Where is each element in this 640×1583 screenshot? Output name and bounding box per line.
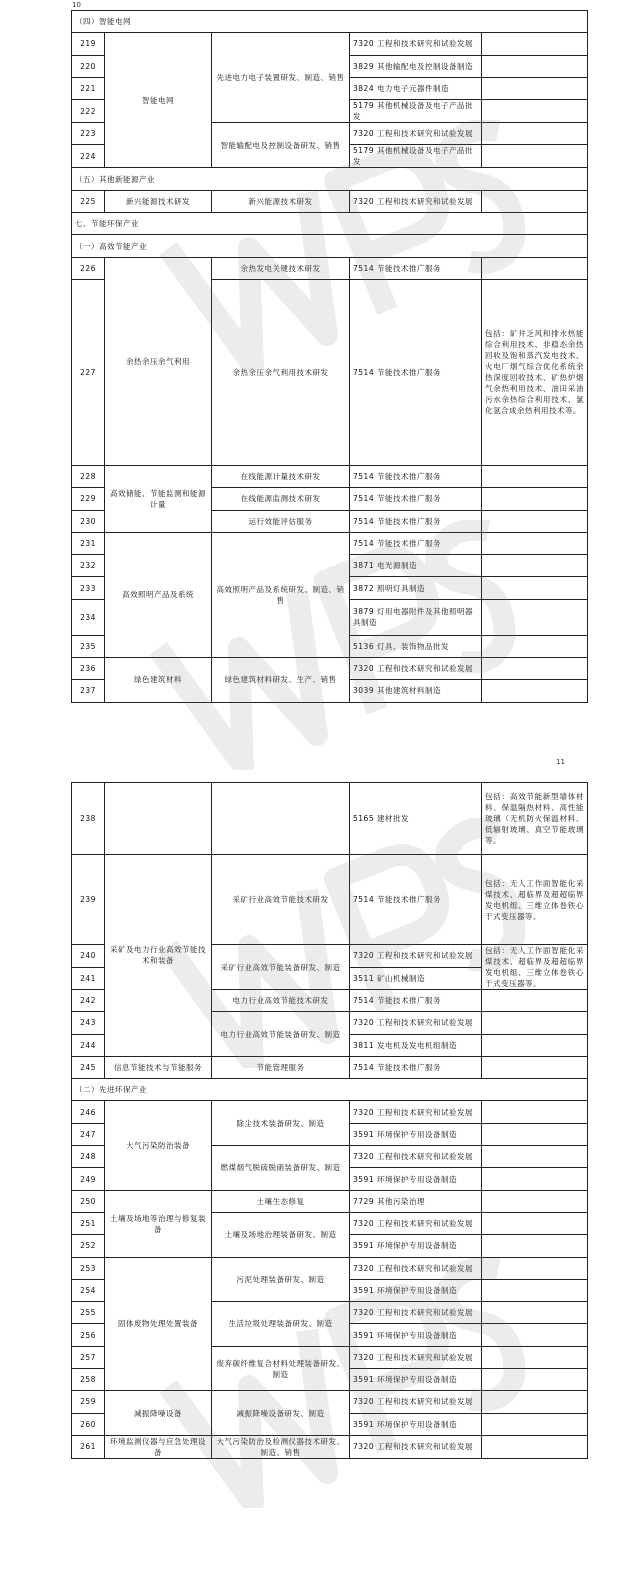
- industry-code-cell: 7320 工程和技术研究和试验发展: [350, 1012, 482, 1034]
- industry-code-cell: 7514 节能技术推广服务: [350, 465, 482, 487]
- product-cell: 燃煤烟气脱硫脱硝装备研发、制造: [212, 1146, 350, 1191]
- row-number: 257: [72, 1346, 105, 1368]
- row-number: 251: [72, 1212, 105, 1234]
- industry-code-cell: 7320 工程和技术研究和试验发展: [350, 1391, 482, 1413]
- industry-code-cell: 3039 其他建筑材料制造: [350, 680, 482, 702]
- product-cell: 绿色建筑材料研发、生产、销售: [212, 658, 350, 703]
- category-cell: [105, 783, 212, 855]
- note-cell: [482, 488, 588, 510]
- note-cell: [482, 990, 588, 1012]
- table-row: [72, 855, 588, 945]
- row-number: 231: [72, 532, 105, 554]
- row-number: 225: [72, 190, 105, 212]
- category-cell: 高效储能、节能监测和能源计量: [105, 465, 212, 532]
- row-number: 256: [72, 1324, 105, 1346]
- note-cell: [482, 123, 588, 145]
- note-cell: [482, 532, 588, 554]
- note-cell: [482, 1056, 588, 1078]
- industry-code-cell: 3824 电力电子元器件制造: [350, 77, 482, 99]
- product-cell: 电力行业高效节能装备研发、制造: [212, 1012, 350, 1057]
- row-number: 229: [72, 488, 105, 510]
- page-number: 10: [72, 1, 81, 9]
- row-number: 236: [72, 658, 105, 680]
- product-cell: 污泥处理装备研发、制造: [212, 1257, 350, 1302]
- product-cell: 在线能源监测技术研发: [212, 488, 350, 510]
- industry-code-cell: 7514 节能技术推广服务: [350, 510, 482, 532]
- section-heading: （一）高效节能产业: [72, 235, 588, 257]
- note-cell: [482, 1012, 588, 1034]
- note-cell: [482, 465, 588, 487]
- industry-code-cell: 7514 节能技术推广服务: [350, 279, 482, 465]
- industry-code-cell: 3872 照明灯具制造: [350, 577, 482, 599]
- row-number: 243: [72, 1012, 105, 1034]
- product-cell: 运行效能评估服务: [212, 510, 350, 532]
- note-cell: [482, 190, 588, 212]
- table-row: [72, 532, 588, 554]
- row-number: 259: [72, 1391, 105, 1413]
- note-cell: [482, 577, 588, 599]
- section-heading: （二）先进环保产业: [72, 1079, 588, 1101]
- industry-code-cell: 5179 其他机械设备及电子产品批发: [350, 145, 482, 168]
- note-cell: [482, 1413, 588, 1435]
- row-number: 233: [72, 577, 105, 599]
- table-row: [72, 1056, 588, 1078]
- industry-code-cell: 5165 建材批发: [350, 783, 482, 855]
- row-number: 241: [72, 967, 105, 990]
- product-cell: 废弃碳纤维复合材料处理装备研发、制造: [212, 1346, 350, 1391]
- note-cell: [482, 1324, 588, 1346]
- row-number: 252: [72, 1235, 105, 1257]
- industry-code-cell: 3591 环境保护专用设备制造: [350, 1123, 482, 1145]
- industry-code-cell: 3879 灯用电器附件及其他照明器具制造: [350, 599, 482, 635]
- category-cell: 智能电网: [105, 33, 212, 168]
- product-cell: 大气污染防治及检测仪器技术研发、制造、销售: [212, 1435, 350, 1458]
- industry-code-cell: 7514 节能技术推广服务: [350, 257, 482, 279]
- industry-code-cell: 5136 灯具、装饰物品批发: [350, 635, 482, 657]
- industry-code-cell: 7514 节能技术推广服务: [350, 990, 482, 1012]
- category-cell: 减振降噪设备: [105, 1391, 212, 1436]
- row-number: 255: [72, 1302, 105, 1324]
- industry-code-cell: 3829 其他输配电及控制设备制造: [350, 55, 482, 77]
- row-number: 246: [72, 1101, 105, 1123]
- page-11: [0, 758, 640, 1583]
- product-cell: 余热发电关键技术研发: [212, 257, 350, 279]
- note-cell: [482, 77, 588, 99]
- industry-catalog-table-page-11: [71, 782, 588, 1459]
- category-cell: 信息节能技术与节能服务: [105, 1056, 212, 1078]
- note-cell: [482, 100, 588, 123]
- product-cell: 采矿行业高效节能装备研发、制造: [212, 945, 350, 990]
- industry-code-cell: 3811 发电机及发电机组制造: [350, 1034, 482, 1056]
- industry-code-cell: 3591 环境保护专用设备制造: [350, 1324, 482, 1346]
- note-cell: 包括：矿井乏风和排水热能综合利用技术、非稳态余热回收及饱和蒸汽发电技术、火电厂烟气综合优化系统余热深度回收技术、矿热炉烟气余热利用技术、油田采油污水余热综合利用技术、氯化氢合成余热利用技术等。: [482, 279, 588, 465]
- section-row: [72, 168, 588, 190]
- product-cell: 先进电力电子装置研发、制造、销售: [212, 33, 350, 123]
- product-cell: 智能输配电及控制设备研发、销售: [212, 123, 350, 168]
- industry-code-cell: 7320 工程和技术研究和试验发展: [350, 1146, 482, 1168]
- industry-code-cell: 7320 工程和技术研究和试验发展: [350, 1346, 482, 1368]
- industry-code-cell: 7514 节能技术推广服务: [350, 532, 482, 554]
- industry-code-cell: 7320 工程和技术研究和试验发展: [350, 1435, 482, 1458]
- product-cell: 新兴能源技术研发: [212, 190, 350, 212]
- note-cell: [482, 257, 588, 279]
- note-cell: [482, 1101, 588, 1123]
- note-cell: [482, 555, 588, 577]
- note-cell: 包括：高效节能新型墙体材料、保温隔热材料、高性能玻璃（无机防火保温材料、低辐射玻璃、真空节能玻璃等。: [482, 783, 588, 855]
- page-10: [0, 0, 640, 760]
- industry-code-cell: 7320 工程和技术研究和试验发展: [350, 1101, 482, 1123]
- row-number: 249: [72, 1168, 105, 1190]
- table-row: [72, 783, 588, 855]
- industry-code-cell: 7514 节能技术推广服务: [350, 855, 482, 945]
- table-row: [72, 190, 588, 212]
- industry-code-cell: 7514 节能技术推广服务: [350, 488, 482, 510]
- row-number: 220: [72, 55, 105, 77]
- industry-catalog-table-page-10: [71, 10, 588, 703]
- industry-code-cell: 3871 电光源制造: [350, 555, 482, 577]
- section-heading: （四）智能电网: [72, 11, 588, 33]
- industry-code-cell: 3511 矿山机械制造: [350, 967, 482, 990]
- row-number: 232: [72, 555, 105, 577]
- row-number: 239: [72, 855, 105, 945]
- industry-code-cell: 3591 环境保护专用设备制造: [350, 1413, 482, 1435]
- industry-code-cell: 7320 工程和技术研究和试验发展: [350, 1212, 482, 1234]
- note-cell: [482, 1435, 588, 1458]
- note-cell: [482, 1279, 588, 1301]
- row-number: 254: [72, 1279, 105, 1301]
- row-number: 248: [72, 1146, 105, 1168]
- industry-code-cell: 7320 工程和技术研究和试验发展: [350, 190, 482, 212]
- industry-code-cell: 7320 工程和技术研究和试验发展: [350, 945, 482, 968]
- row-number: 222: [72, 100, 105, 123]
- row-number: 253: [72, 1257, 105, 1279]
- row-number: 242: [72, 990, 105, 1012]
- table-row: [72, 33, 588, 55]
- industry-code-cell: 7514 节能技术推广服务: [350, 1056, 482, 1078]
- table-body: [72, 783, 588, 1459]
- note-cell: [482, 1302, 588, 1324]
- table-row: [72, 1257, 588, 1279]
- table-row: [72, 257, 588, 279]
- industry-code-cell: 3591 环境保护专用设备制造: [350, 1168, 482, 1190]
- note-cell: [482, 1212, 588, 1234]
- row-number: 235: [72, 635, 105, 657]
- industry-code-cell: 7320 工程和技术研究和试验发展: [350, 123, 482, 145]
- note-cell: [482, 1391, 588, 1413]
- product-cell: 节能管理服务: [212, 1056, 350, 1078]
- industry-code-cell: 3591 环境保护专用设备制造: [350, 1279, 482, 1301]
- industry-code-cell: 7320 工程和技术研究和试验发展: [350, 1257, 482, 1279]
- industry-code-cell: 3591 环境保护专用设备制造: [350, 1235, 482, 1257]
- note-cell: [482, 1369, 588, 1391]
- product-cell: 在线能源计量技术研发: [212, 465, 350, 487]
- note-cell: [482, 658, 588, 680]
- category-cell: 新兴能源技术研发: [105, 190, 212, 212]
- note-cell: [482, 1190, 588, 1212]
- product-cell: 余热余压余气利用技术研发: [212, 279, 350, 465]
- section-heading: 七、节能环保产业: [72, 213, 588, 235]
- note-cell: [482, 145, 588, 168]
- industry-code-cell: 3591 环境保护专用设备制造: [350, 1369, 482, 1391]
- product-cell: 生活垃圾处理装备研发、制造: [212, 1302, 350, 1347]
- section-row: [72, 213, 588, 235]
- table-row: [72, 658, 588, 680]
- row-number: 250: [72, 1190, 105, 1212]
- section-heading: （五）其他新能源产业: [72, 168, 588, 190]
- row-number: 219: [72, 33, 105, 55]
- table-row: [72, 1190, 588, 1212]
- note-cell: [482, 33, 588, 55]
- product-cell: 土壤生态修复: [212, 1190, 350, 1212]
- note-cell: 包括：无人工作面智能化采煤技术、超临界及超超临界发电机组、三维立体卷铁心干式变压器等。: [482, 855, 588, 945]
- row-number: 228: [72, 465, 105, 487]
- note-cell: [482, 1168, 588, 1190]
- product-cell: 除尘技术装备研发、制造: [212, 1101, 350, 1146]
- table-row: [72, 1101, 588, 1123]
- category-cell: 土壤及场地等治理与修复装备: [105, 1190, 212, 1257]
- note-cell: [482, 680, 588, 702]
- row-number: 230: [72, 510, 105, 532]
- row-number: 258: [72, 1369, 105, 1391]
- product-cell: [212, 783, 350, 855]
- row-number: 245: [72, 1056, 105, 1078]
- row-number: 247: [72, 1123, 105, 1145]
- table-row: [72, 1391, 588, 1413]
- category-cell: 固体废物处理处置装备: [105, 1257, 212, 1391]
- section-row: [72, 235, 588, 257]
- note-cell: [482, 1146, 588, 1168]
- product-cell: 土壤及场地治理装备研发、制造: [212, 1212, 350, 1257]
- product-cell: 电力行业高效节能技术研发: [212, 990, 350, 1012]
- page-number: 11: [556, 758, 565, 766]
- section-row: [72, 1079, 588, 1101]
- row-number: 238: [72, 783, 105, 855]
- category-cell: 高效照明产品及系统: [105, 532, 212, 657]
- row-number: 226: [72, 257, 105, 279]
- note-cell: [482, 55, 588, 77]
- note-cell: [482, 599, 588, 635]
- row-number: 234: [72, 599, 105, 635]
- note-cell: [482, 1257, 588, 1279]
- category-cell: 绿色建筑材料: [105, 658, 212, 703]
- industry-code-cell: 5179 其他机械设备及电子产品批发: [350, 100, 482, 123]
- row-number: 223: [72, 123, 105, 145]
- industry-code-cell: 7320 工程和技术研究和试验发展: [350, 1302, 482, 1324]
- row-number: 221: [72, 77, 105, 99]
- row-number: 260: [72, 1413, 105, 1435]
- row-number: 240: [72, 945, 105, 968]
- section-row: [72, 11, 588, 33]
- row-number: 261: [72, 1435, 105, 1458]
- row-number: 244: [72, 1034, 105, 1056]
- note-cell: [482, 1346, 588, 1368]
- category-cell: 余热余压余气利用: [105, 257, 212, 465]
- table-body: [72, 11, 588, 703]
- industry-code-cell: 7320 工程和技术研究和试验发展: [350, 658, 482, 680]
- category-cell: 大气污染防治装备: [105, 1101, 212, 1190]
- note-cell: [482, 1034, 588, 1056]
- note-cell: [482, 635, 588, 657]
- table-row: [72, 1435, 588, 1458]
- product-cell: 减振降噪设备研发、制造: [212, 1391, 350, 1436]
- row-number: 224: [72, 145, 105, 168]
- category-cell: 环境监测仪器与应急处理设备: [105, 1435, 212, 1458]
- industry-code-cell: 7320 工程和技术研究和试验发展: [350, 33, 482, 55]
- product-cell: 采矿行业高效节能技术研发: [212, 855, 350, 945]
- note-cell: [482, 1235, 588, 1257]
- note-cell: [482, 1123, 588, 1145]
- industry-code-cell: 7729 其他污染治理: [350, 1190, 482, 1212]
- note-cell: 包括：无人工作面智能化采煤技术、超临界及超超临界发电机组、三维立体卷铁心干式变压器等。: [482, 945, 588, 990]
- category-cell: 采矿及电力行业高效节能技术和装备: [105, 855, 212, 1057]
- note-cell: [482, 510, 588, 532]
- row-number: 237: [72, 680, 105, 702]
- table-row: [72, 465, 588, 487]
- product-cell: 高效照明产品及系统研发、制造、销售: [212, 532, 350, 657]
- row-number: 227: [72, 279, 105, 465]
